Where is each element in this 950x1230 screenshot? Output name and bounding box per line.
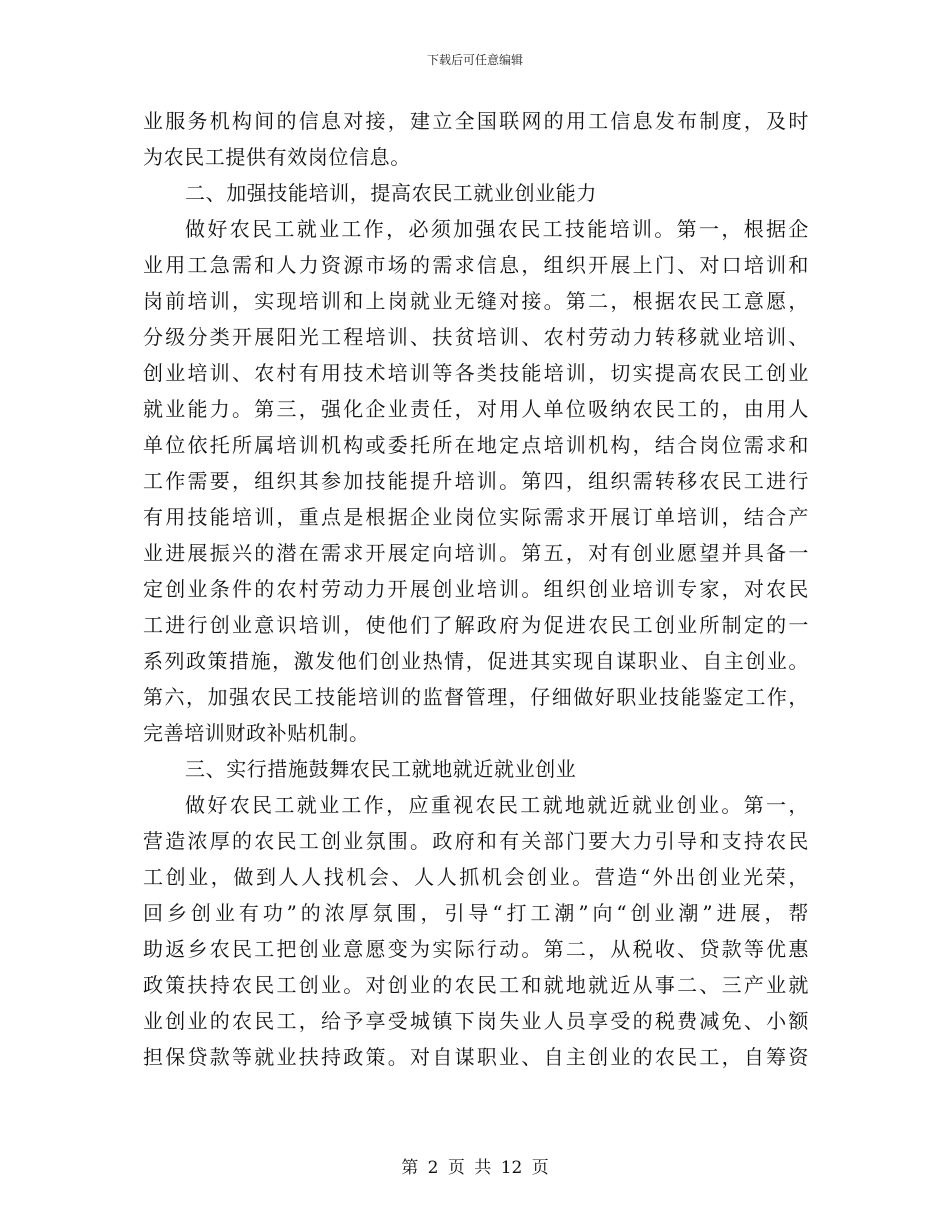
text-line: 政策扶持农民工创业。对创业的农民工和就地就近从事二、三产业就 bbox=[143, 973, 809, 997]
text-line: 做好农民工就业工作，必须加强农民工技能培训。第一，根据企 bbox=[185, 217, 809, 241]
text-line: 工作需要，组织其参加技能提升培训。第四，组织需转移农民工进行 bbox=[143, 469, 809, 493]
text-line: 为农民工提供有效岗位信息。 bbox=[143, 145, 411, 169]
text-line: 回乡创业有功”的浓厚氛围，引导“打工潮”向“创业潮”进展，帮 bbox=[143, 901, 809, 925]
document-body bbox=[143, 103, 809, 1075]
text-line: 定创业条件的农村劳动力开展创业培训。组织创业培训专家，对农民 bbox=[143, 577, 809, 601]
text-line: 创业培训、农村有用技术培训等各类技能培训，切实提高农民工创业 bbox=[143, 361, 809, 385]
text-line: 营造浓厚的农民工创业氛围。政府和有关部门要大力引导和支持农民 bbox=[143, 829, 809, 853]
text-line: 分级分类开展阳光工程培训、扶贫培训、农村劳动力转移就业培训、 bbox=[143, 325, 809, 349]
page-number-footer: 第 2 页 共 12 页 bbox=[401, 1158, 549, 1178]
text-line: 工创业，做到人人找机会、人人抓机会创业。营造“外出创业光荣， bbox=[143, 865, 809, 889]
text-line: 第六，加强农民工技能培训的监督管理，仔细做好职业技能鉴定工作， bbox=[143, 685, 809, 709]
text-line: 完善培训财政补贴机制。 bbox=[143, 721, 370, 745]
text-line: 单位依托所属培训机构或委托所在地定点培训机构，结合岗位需求和 bbox=[143, 433, 809, 457]
page-header-note: 下载后可任意编辑 bbox=[426, 53, 523, 67]
text-line: 业进展振兴的潜在需求开展定向培训。第五，对有创业愿望并具备一 bbox=[143, 541, 809, 565]
text-line: 岗前培训，实现培训和上岗就业无缝对接。第二，根据农民工意愿， bbox=[143, 289, 809, 313]
section-heading: 二、加强技能培训，提高农民工就业创业能力 bbox=[185, 181, 597, 205]
text-line: 做好农民工就业工作，应重视农民工就地就近就业创业。第一， bbox=[185, 793, 809, 817]
section-heading: 三、实行措施鼓舞农民工就地就近就业创业 bbox=[185, 757, 577, 781]
text-line: 有用技能培训，重点是根据企业岗位实际需求开展订单培训，结合产 bbox=[143, 505, 809, 529]
text-line: 业用工急需和人力资源市场的需求信息，组织开展上门、对口培训和 bbox=[143, 253, 809, 277]
text-line: 业创业的农民工，给予享受城镇下岗失业人员享受的税费减免、小额 bbox=[143, 1009, 809, 1033]
text-line: 业服务机构间的信息对接，建立全国联网的用工信息发布制度，及时 bbox=[143, 109, 809, 133]
text-line: 担保贷款等就业扶持政策。对自谋职业、自主创业的农民工，自筹资 bbox=[143, 1045, 809, 1069]
text-line: 助返乡农民工把创业意愿变为实际行动。第二，从税收、贷款等优惠 bbox=[143, 937, 809, 961]
text-line: 系列政策措施，激发他们创业热情，促进其实现自谋职业、自主创业。 bbox=[143, 649, 809, 673]
text-line: 工进行创业意识培训，使他们了解政府为促进农民工创业所制定的一 bbox=[143, 613, 809, 637]
text-line: 就业能力。第三，强化企业责任，对用人单位吸纳农民工的，由用人 bbox=[143, 397, 809, 421]
